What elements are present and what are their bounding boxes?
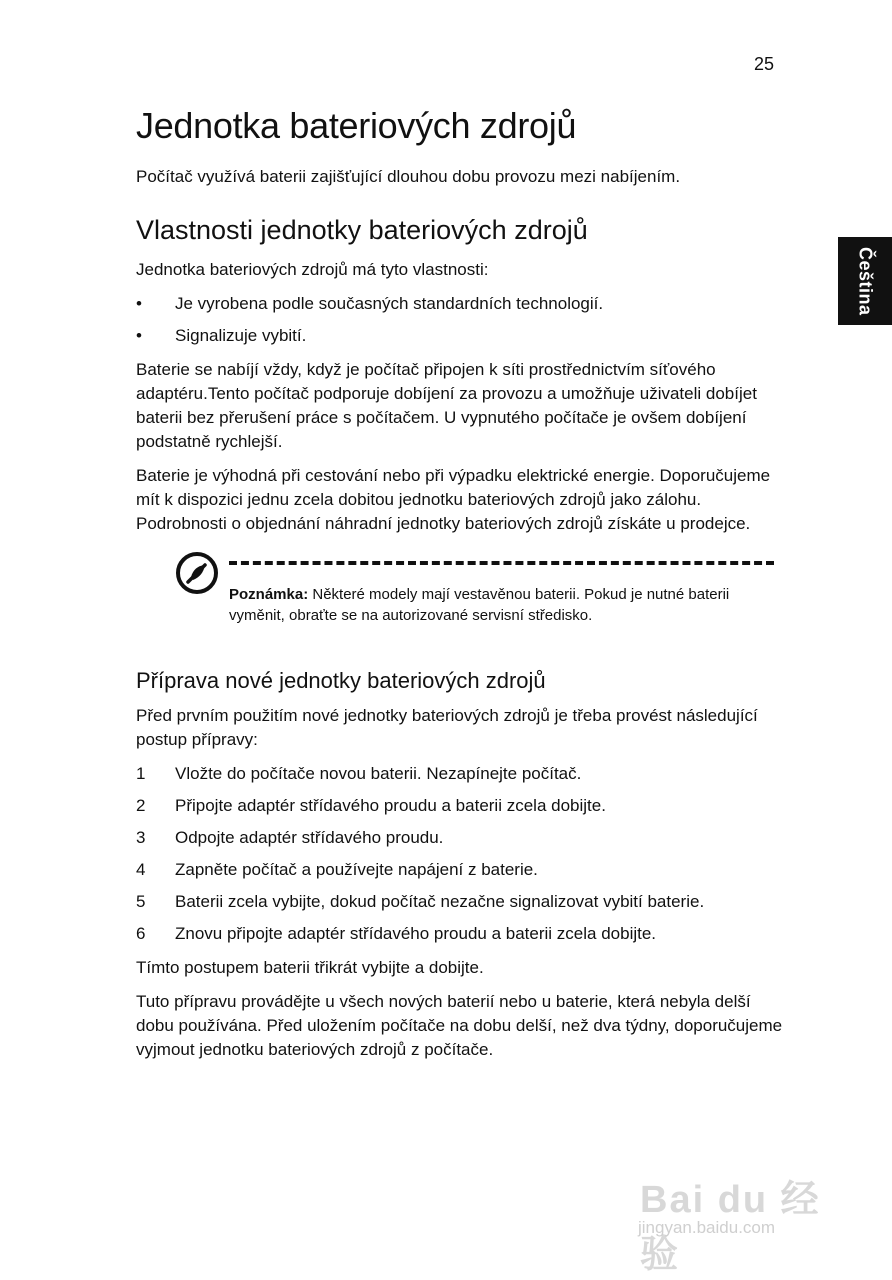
step-item (136, 794, 786, 818)
step-number: 6 (136, 924, 146, 943)
step-item (136, 826, 786, 850)
note-pen-icon (174, 550, 220, 596)
step-number: 5 (136, 892, 146, 911)
step-item (136, 858, 786, 882)
page-title: Jednotka bateriových zdrojů (136, 105, 577, 146)
intro-paragraph: Počítač využívá baterii zajišťující dlouhou dobu provozu mezi nabíjením. (136, 167, 681, 186)
note-text (229, 584, 774, 626)
watermark-url: jingyan.baidu.com (638, 1218, 776, 1237)
preparation-steps (136, 762, 786, 946)
language-tab-label: Čeština (855, 246, 876, 316)
step-number: 1 (136, 764, 146, 783)
section-heading-features: Vlastnosti jednotky bateriových zdrojů (136, 215, 588, 245)
list-item-text: Signalizuje vybití. (175, 326, 307, 345)
features-lead: Jednotka bateriových zdrojů má tyto vlastnosti: (136, 260, 489, 279)
step-number: 4 (136, 860, 146, 879)
list-item (136, 324, 786, 348)
document-body (136, 105, 786, 1072)
step-number: 2 (136, 796, 146, 815)
step-text: Znovu připojte adaptér střídavého proudu a baterii zcela dobijte. (175, 924, 657, 943)
note-body: Některé modely mají vestavěnou baterii. Pokud je nutné baterii vyměnit, obraťte se na autorizované servisní středisko. (229, 586, 730, 624)
list-item-text: Je vyrobena podle současných standardních technologií. (175, 294, 604, 313)
step-text: Odpojte adaptér střídavého proudu. (175, 828, 444, 847)
step-number: 3 (136, 828, 146, 847)
note-divider (229, 561, 774, 565)
section-heading-preparation: Příprava nové jednotky bateriových zdrojů (136, 668, 546, 693)
features-list (136, 292, 786, 348)
note-label: Poznámka: (229, 586, 309, 603)
travel-paragraph: Baterie je výhodná při cestování nebo při výpadku elektrické energie. Doporučujeme mít k dispozici jednu zcela dobitou jednotku bateriových zdrojů jako zálohu. Podrobnosti o objednání náhradní jednotky bateriových zdrojů získáte u prodejce. (136, 466, 771, 533)
step-text: Vložte do počítače novou baterii. Nezapínejte počítač. (175, 764, 582, 783)
preparation-lead: Před prvním použitím nové jednotky bateriových zdrojů je třeba provést následující postup přípravy: (136, 706, 758, 749)
step-item (136, 922, 786, 946)
step-text: Zapněte počítač a používejte napájení z baterie. (175, 860, 538, 879)
bullet-icon: • (136, 294, 142, 313)
watermark-logo: Bai du 经验 (640, 1179, 821, 1276)
step-text: Baterii zcela vybijte, dokud počítač nezačne signalizovat vybití baterie. (175, 892, 705, 911)
step-item (136, 762, 786, 786)
watermark (630, 1140, 850, 1276)
step-text: Připojte adaptér střídavého proudu a baterii zcela dobijte. (175, 796, 606, 815)
step-item (136, 890, 786, 914)
note-box (136, 550, 786, 646)
bullet-icon: • (136, 326, 142, 345)
storage-paragraph: Tuto přípravu provádějte u všech nových baterií nebo u baterie, která nebyla delší dobu používána. Před uložením počítače na dobu delší, než dva týdny, doporučujeme vyjmout jednotku bateriových zdrojů z počítače. (136, 992, 783, 1059)
charging-paragraph: Baterie se nabíjí vždy, když je počítač připojen k síti prostřednictvím síťového adaptéru.Tento počítač podporuje dobíjení za provozu a umožňuje uživateli dobíjet baterii bez přerušení práce s počítačem. U vypnutého počítače je ovšem dobíjení podstatně rychlejší. (136, 360, 757, 451)
list-item (136, 292, 786, 316)
language-tab (838, 237, 892, 325)
cycle-paragraph: Tímto postupem baterii třikrát vybijte a dobijte. (136, 958, 484, 977)
page-number: 25 (754, 54, 775, 74)
